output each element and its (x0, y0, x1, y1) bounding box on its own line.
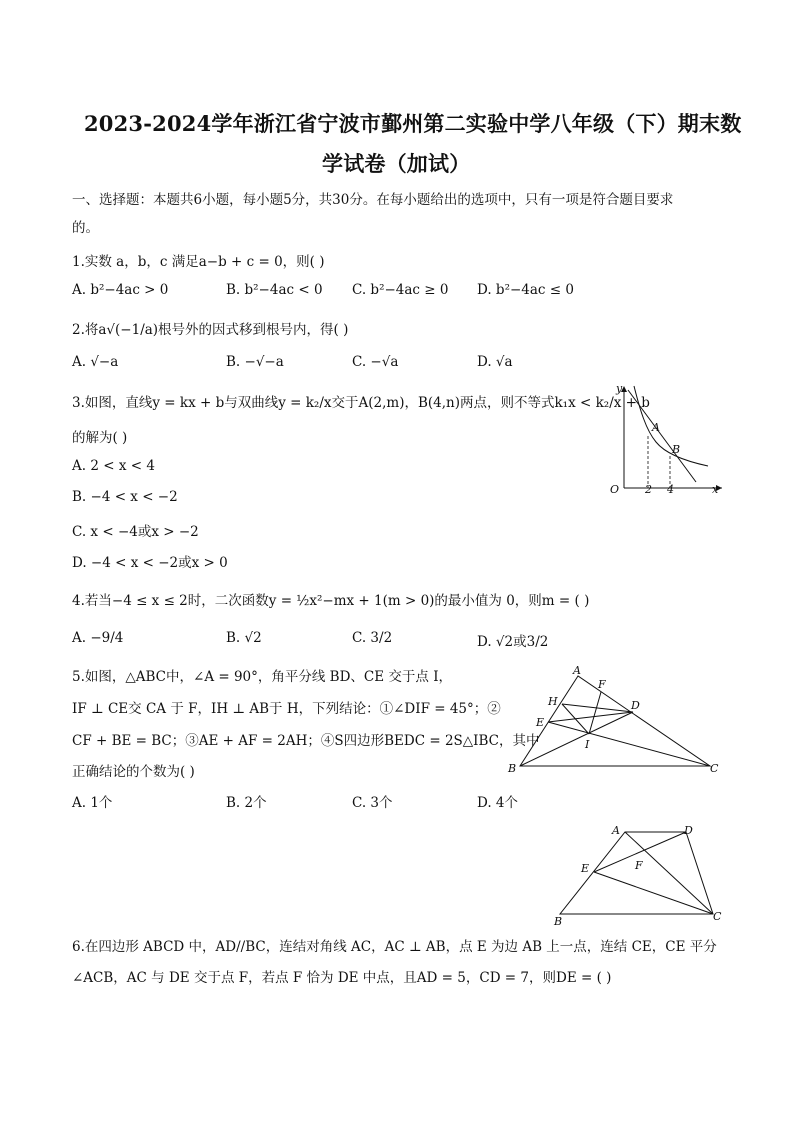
q3-label-b: B (672, 443, 681, 456)
q5-label-e: E (536, 716, 545, 729)
question-3-stem: 3.如图，直线y = kx + b与双曲线y = k₂/x交于A(2,m)，B(4,n)两点，则不等式k₁x < k₂/x + b (72, 395, 650, 411)
question-3-stem-cont: 的解为( ) (72, 430, 128, 446)
q4-option-b[interactable]: B. √2 (226, 630, 262, 646)
q2-option-d[interactable]: D. √a (477, 354, 513, 370)
q4-option-d[interactable]: D. √2或3/2 (477, 634, 549, 650)
q1-option-b[interactable]: B. b²−4ac < 0 (226, 282, 323, 298)
q3-option-a[interactable]: A. 2 < x < 4 (72, 458, 155, 474)
question-2-stem: 2.将a√(−1/a)根号外的因式移到根号内，得( ) (72, 322, 349, 338)
question-5-line3: CF + BE = BC；③AE + AF = 2AH；④S四边形BEDC = 2S△IBC，其中 (72, 733, 540, 749)
q3-option-d[interactable]: D. −4 < x < −2或x > 0 (72, 555, 228, 571)
q5-label-a: A (573, 664, 581, 677)
q5-label-d: D (631, 699, 640, 712)
question-5-line4: 正确结论的个数为( ) (72, 764, 195, 780)
q5-label-c: C (710, 762, 719, 775)
q2-option-a[interactable]: A. √−a (72, 354, 119, 370)
q3-hyperbola-figure (600, 380, 730, 500)
q5-option-d[interactable]: D. 4个 (477, 795, 519, 811)
q3-label-o: O (610, 483, 620, 496)
q3-label-4: 4 (667, 483, 674, 496)
q1-option-a[interactable]: A. b²−4ac > 0 (72, 282, 169, 298)
q5-triangle-figure (505, 664, 725, 776)
q6-label-e: E (581, 862, 590, 875)
q4-option-c[interactable]: C. 3/2 (352, 630, 393, 646)
question-6-line1: 6.在四边形 ABCD 中，AD//BC，连结对角线 AC，AC ⊥ AB，点 E 为边 AB 上一点，连结 CE，CE 平分 (72, 939, 717, 955)
q3-label-x: x (712, 483, 719, 496)
q5-option-b[interactable]: B. 2个 (226, 795, 267, 811)
q1-option-d[interactable]: D. b²−4ac ≤ 0 (477, 282, 574, 298)
q6-label-d: D (684, 824, 693, 837)
q3-label-2: 2 (645, 483, 652, 496)
q5-option-a[interactable]: A. 1个 (72, 795, 113, 811)
q3-label-y: y (616, 382, 623, 395)
q5-label-i: I (585, 738, 590, 751)
q6-quadrilateral-figure (550, 822, 730, 928)
q3-option-b[interactable]: B. −4 < x < −2 (72, 489, 178, 505)
q6-label-c: C (713, 910, 722, 923)
page-title-line1: 2023-2024学年浙江省宁波市鄞州第二实验中学八年级（下）期末数 (84, 111, 742, 136)
q5-label-b: B (508, 762, 517, 775)
q6-label-f: F (635, 859, 643, 872)
section-heading-cont: 的。 (72, 220, 99, 236)
question-1-stem: 1.实数 a，b，c 满足a−b + c = 0，则( ) (72, 254, 325, 270)
q4-option-a[interactable]: A. −9/4 (72, 630, 124, 646)
q5-option-c[interactable]: C. 3个 (352, 795, 393, 811)
question-5-line2: IF ⊥ CE交 CA 于 F，IH ⊥ AB于 H，下列结论：①∠DIF = 45°；② (72, 701, 501, 717)
q5-label-f: F (598, 678, 606, 691)
question-5-line1: 5.如图，△ABC中，∠A = 90°，角平分线 BD、CE 交于点 I， (72, 669, 453, 685)
q3-option-c[interactable]: C. x < −4或x > −2 (72, 524, 199, 540)
q1-option-c[interactable]: C. b²−4ac ≥ 0 (352, 282, 449, 298)
question-4-stem: 4.若当−4 ≤ x ≤ 2时，二次函数y = ½x²−mx + 1(m > 0)的最小值为 0，则m = ( ) (72, 593, 590, 609)
q2-option-c[interactable]: C. −√a (352, 354, 399, 370)
page-title-line2: 学试卷（加试） (322, 151, 471, 176)
q3-label-a: A (652, 421, 660, 434)
q6-label-a: A (612, 824, 620, 837)
q6-label-b: B (554, 915, 563, 928)
q2-option-b[interactable]: B. −√−a (226, 354, 284, 370)
question-6-line2: ∠ACB，AC 与 DE 交于点 F，若点 F 恰为 DE 中点，且AD = 5，CD = 7，则DE = ( ) (72, 970, 612, 986)
q5-label-h: H (548, 695, 558, 708)
section-heading: 一、选择题：本题共6小题，每小题5分，共30分。在每小题给出的选项中，只有一项是符合题目要求 (72, 192, 674, 208)
